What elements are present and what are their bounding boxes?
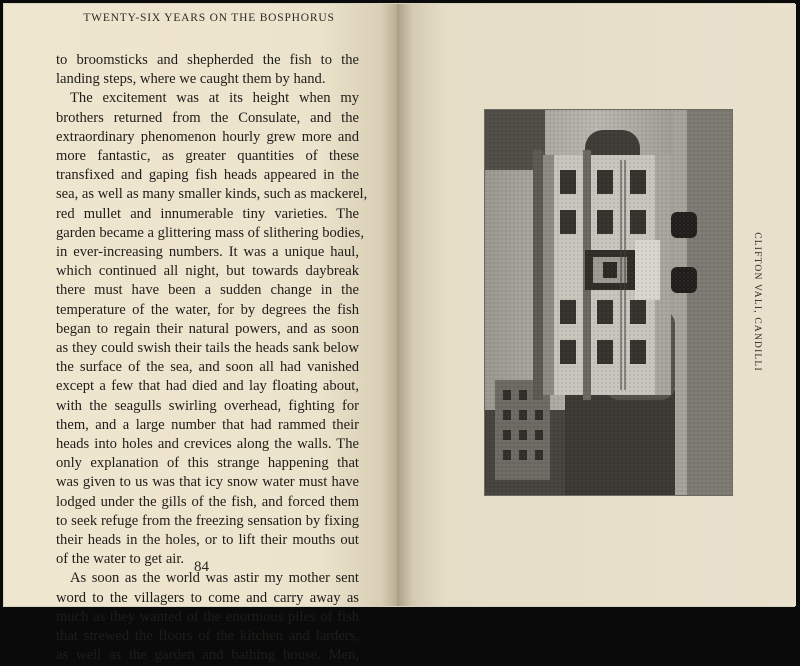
text-line: more fantastic, as greater quantities of these (56, 148, 359, 165)
text-line: them, and a large number that had rammed their (56, 416, 359, 433)
text-line: except a few that had died and lay floating about, (56, 378, 359, 395)
text-line: began to regain their natural powers, and as soon (56, 320, 359, 337)
text-line: of the water to get air. (56, 551, 185, 568)
text-line: The excitement was at its height when my (70, 90, 359, 107)
text-line: to seek refuge from the freezing sensation by fixing (56, 512, 359, 529)
text-line: red mullet and innumerable tiny varieties. The (56, 205, 359, 222)
text-line: word to the villagers to come and carry away as (56, 589, 359, 606)
text-line: brothers returned from the Consulate, and the (56, 109, 359, 126)
photo-caption: CLIFTON VALI, CANDILLI (752, 232, 762, 372)
text-line: As soon as the world was astir my mother sent (70, 570, 359, 587)
left-page (4, 4, 397, 664)
text-line: with the seagulls swirling overhead, fighting for (56, 397, 359, 414)
text-line: was given to us was that icy snow water must have (56, 474, 359, 491)
text-line: sea, as well as many smaller kinds, such as mackerel, (56, 186, 368, 203)
text-line: garden became a glittering mass of slithering bodies, (56, 224, 365, 241)
text-line: their heads in the holes, or to lift their mouths out (56, 532, 359, 549)
house-photograph (485, 110, 732, 495)
text-line: lodged under the gills of the fish, and forced them (56, 493, 359, 510)
text-line: much as they wanted of the enormous piles of fish (56, 608, 359, 625)
running-head: TWENTY-SIX YEARS ON THE BOSPHORUS (83, 12, 335, 24)
text-line: the surface of the sea, and soon all had vanished (56, 359, 359, 376)
text-line: as they could swish their tails the heads sank below (56, 340, 359, 357)
text-line: temperature of the water, for by degrees the fish (56, 301, 359, 318)
text-line: that strewed the floors of the kitchen and larders, (56, 628, 359, 645)
text-line: in ever-increasing numbers. It was a unique haul, (56, 244, 359, 261)
text-line: extraordinary phenomenon hourly grew more and (56, 128, 359, 145)
text-line: only explanation of this strange happening that (56, 455, 359, 472)
text-line: landing steps, where we caught them by hand. (56, 71, 326, 88)
text-line: heads into holes and crevices along the walls. The (56, 436, 359, 453)
text-line: transfixed and gaping fish heads appeared in the (56, 167, 359, 184)
page-number: 84 (194, 559, 209, 575)
text-line: there must have been a sudden change in the (56, 282, 359, 299)
text-line: to broomsticks and shepherded the fish to the (56, 52, 359, 68)
text-line: as well as the garden and bathing house. Men, (56, 647, 359, 664)
text-line: which continued all night, but towards daybreak (56, 263, 359, 280)
